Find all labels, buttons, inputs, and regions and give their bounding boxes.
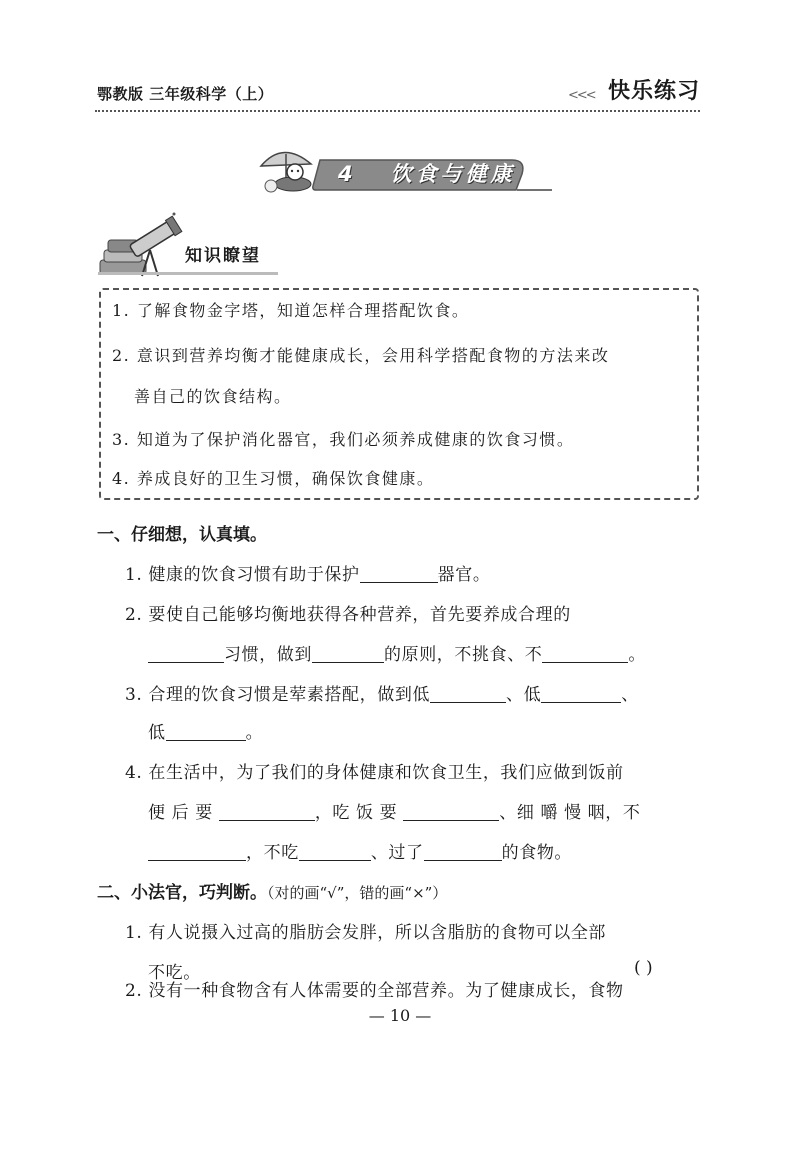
answer-blank[interactable] xyxy=(430,685,506,703)
answer-blank[interactable] xyxy=(166,723,246,741)
answer-parentheses[interactable]: ( ) xyxy=(634,958,653,978)
question-2-1-cont: 不吃。 xyxy=(148,963,201,983)
answer-blank[interactable] xyxy=(312,645,384,663)
telescope-icon xyxy=(98,210,184,280)
question-1-3-cont: 低 。 xyxy=(148,723,264,743)
series-title: 快乐练习 xyxy=(607,79,700,104)
chapter-heading xyxy=(338,158,516,188)
chapter-number: 4 xyxy=(338,162,357,186)
question-1-2-cont: 习惯，做到 的原则，不挑食、不 。 xyxy=(148,640,646,665)
section-two-instruction: （对的画“√”，错的画“×”） xyxy=(267,884,448,902)
question-2-1: 1. 有人说摄入过高的脂肪会发胖，所以含脂肪的食物可以全部 xyxy=(125,923,607,943)
answer-blank[interactable] xyxy=(424,843,502,861)
page-number: — 10 — xyxy=(368,1006,432,1025)
question-1-4-cont: 便 后 要 ，吃 饭 要 、细 嚼 慢 咽，不 xyxy=(148,803,641,823)
answer-blank[interactable] xyxy=(542,645,628,663)
question-1-2: 2. 要使自己能够均衡地获得各种营养，首先要养成合理的 xyxy=(125,605,571,625)
section-badge-label: 知识瞭望 xyxy=(185,246,261,266)
answer-blank[interactable] xyxy=(360,565,438,583)
answer-blank[interactable] xyxy=(541,685,621,703)
badge-underline xyxy=(98,272,278,275)
objective-item: 4. 养成良好的卫生习惯，确保饮食健康。 xyxy=(112,469,435,488)
answer-blank[interactable] xyxy=(403,803,499,821)
objective-item: 1. 了解食物金字塔，知道怎样合理搭配饮食。 xyxy=(112,301,470,320)
question-1-1: 1. 健康的饮食习惯有助于保护 器官。 xyxy=(125,565,491,585)
question-1-4-cont2: ，不吃 、过了 的食物。 xyxy=(148,838,572,863)
book-title: 鄂教版 三年级科学（上） xyxy=(97,85,274,103)
chapter-title: 饮食与健康 xyxy=(390,162,516,186)
section-two-heading: 二、小法官，巧判断。（对的画“√”，错的画“×”） xyxy=(97,883,448,903)
answer-blank[interactable] xyxy=(219,803,315,821)
question-1-3: 3. 合理的饮食习惯是荤素搭配，做到低 、低 、 xyxy=(125,685,639,705)
objective-item: 2. 意识到营养均衡才能健康成长，会用科学搭配食物的方法来改 xyxy=(112,346,610,365)
question-2-2 xyxy=(125,976,624,1001)
answer-blank[interactable] xyxy=(299,843,371,861)
objective-item: 3. 知道为了保护消化器官，我们必须养成健康的饮食习惯。 xyxy=(112,430,575,449)
section-one-heading: 一、仔细想，认真填。 xyxy=(97,525,267,545)
chevrons-decoration: <<< xyxy=(568,88,595,103)
question-1-4: 4. 在生活中，为了我们的身体健康和饮食卫生，我们应做到饭前 xyxy=(125,763,624,783)
answer-blank[interactable] xyxy=(148,645,224,663)
answer-blank[interactable] xyxy=(148,843,246,861)
header-divider xyxy=(95,110,700,112)
objective-item: 善自己的饮食结构。 xyxy=(134,387,292,406)
question-2-2-text: 2. 没有一种食物含有人体需要的全部营养。为了健康成长，食物 xyxy=(125,981,624,1001)
